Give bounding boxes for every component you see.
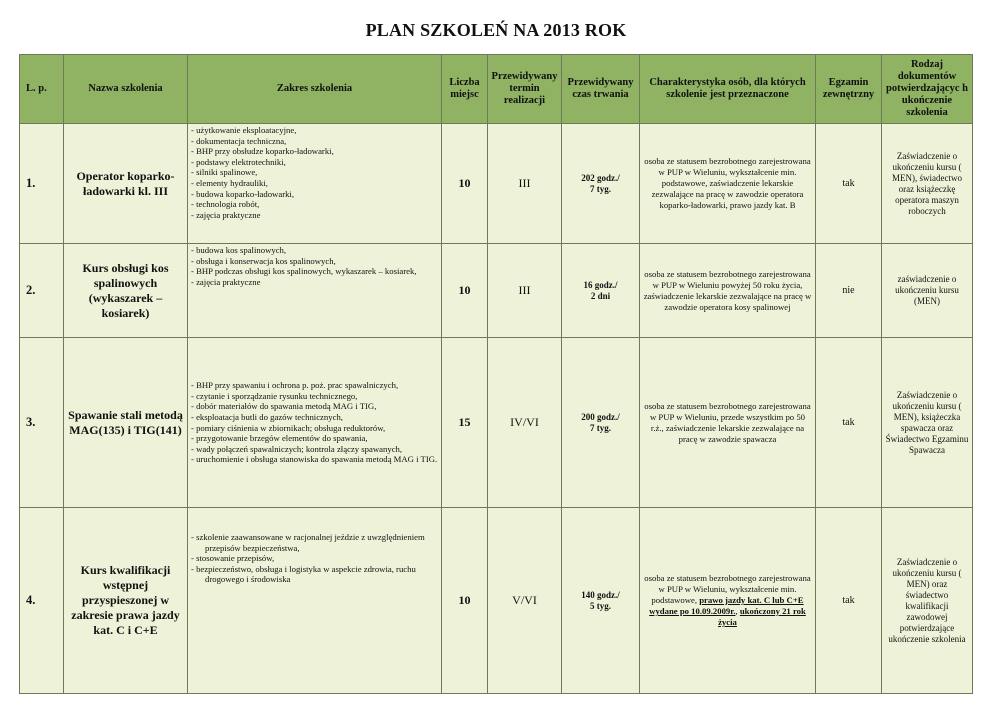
completion-documents: zaświadczenie o ukończeniu kursu (MEN)	[882, 244, 973, 338]
planned-duration	[562, 508, 640, 694]
external-exam: tak	[816, 508, 882, 694]
completion-documents: Zaświadczenie o ukończeniu kursu ( MEN) oraz świadectwo kwalifikacji zawodowej potwierdzające ukończenie szkolenia	[882, 508, 973, 694]
scope-line: - dobór materiałów do spawania metodą MAG i TIG,	[191, 401, 377, 412]
separator: ,	[735, 606, 738, 616]
row-number: 1.	[20, 124, 64, 244]
header-term: Przewidywany termin realizacji	[488, 55, 562, 124]
table-row	[20, 124, 973, 244]
training-name: Kurs obsługi kos spalinowych (wykaszarek – kosiarek)	[64, 244, 188, 338]
planned-term: V/VI	[488, 508, 562, 694]
duration-span: 2 dni	[590, 290, 611, 301]
completion-documents: Zaświadczenie o ukończeniu kursu ( MEN), książeczka spawacza oraz Świadectwo Egzaminu Spawacza	[882, 338, 973, 508]
places-count: 10	[442, 124, 488, 244]
characteristics-text: osoba ze statusem bezrobotnego zarejestrowana w PUP w Wieluniu, wykształcenie min. podstawowe,	[644, 573, 811, 605]
header-places: Liczba miejsc	[442, 55, 488, 124]
scope-line: - technologia robót,	[191, 199, 260, 210]
scope-line: - pomiary ciśnienia w zbiornikach; obsługa reduktorów,	[191, 422, 386, 433]
scope-line: - szkolenie zaawansowane w racjonalnej jeździe z uwzględnieniem przepisów bezpieczeństwa,	[191, 532, 425, 553]
scope-line: - uruchomienie i obsługa stanowiska do spawania metodą MAG i TIG.	[191, 454, 438, 465]
table-row	[20, 244, 973, 338]
row-number: 3.	[20, 338, 64, 508]
scope-line: - budowa koparko-ładowarki,	[191, 188, 295, 199]
scope-line: - podstawy elektrotechniki,	[191, 156, 286, 167]
participant-characteristics	[640, 508, 816, 694]
scope-line: - użytkowanie eksploatacyjne,	[191, 125, 297, 135]
scope-line: - BHP podczas obsługi kos spalinowych, wykaszarek – kosiarek,	[191, 266, 417, 277]
places-count: 15	[442, 338, 488, 508]
scope-line: - obsługa i konserwacja kos spalinowych,	[191, 255, 336, 266]
places-count: 10	[442, 508, 488, 694]
external-exam: tak	[816, 124, 882, 244]
planned-duration	[562, 338, 640, 508]
scope-line: - budowa kos spalinowych,	[191, 245, 287, 255]
table-row	[20, 338, 973, 508]
external-exam: tak	[816, 338, 882, 508]
duration-hours: 140 godz./	[581, 590, 620, 600]
header-lp: L. p.	[20, 55, 64, 124]
duration-span: 7 tyg.	[590, 183, 611, 194]
row-number: 2.	[20, 244, 64, 338]
duration-hours: 16 godz./	[583, 280, 618, 290]
scope-line: - bezpieczeństwo, obsługa i logistyka w aspekcie zdrowia, ruchu drogowego i środowiska	[191, 563, 416, 585]
participant-characteristics: osoba ze statusem bezrobotnego zarejestrowana w PUP w Wieluniu powyżej 50 roku życia, zaświadczenie lekarskie zezwalające na pracę w zawodzie operatora kosy spalinowej	[640, 244, 816, 338]
scope-line: - czytanie i sporządzanie rysunku technicznego,	[191, 390, 358, 401]
scope-line: - silniki spalinowe,	[191, 167, 258, 178]
planned-term: III	[488, 124, 562, 244]
training-scope	[188, 244, 442, 338]
training-scope	[188, 338, 442, 508]
training-scope	[188, 124, 442, 244]
scope-line: - zajęcia praktyczne	[191, 209, 261, 220]
participant-characteristics: osoba ze statusem bezrobotnego zarejestrowana w PUP w Wieluniu, przede wszystkim po 50 r.ż., zaświadczenie lekarskie zezwalające na pracę w zawodzie spawacza	[640, 338, 816, 508]
duration-hours: 202 godz./	[581, 173, 620, 183]
planned-duration	[562, 244, 640, 338]
duration-span: 5 tyg.	[590, 600, 611, 611]
participant-characteristics: osoba ze statusem bezrobotnego zarejestrowana w PUP w Wieluniu, wykształcenie min. podstawowe, zaświadczenie lekarskie zezwalające na pracę w zawodzie operatora koparko-ładowarki, prawo jazdy kat. B	[640, 124, 816, 244]
external-exam: nie	[816, 244, 882, 338]
training-scope	[188, 508, 442, 694]
scope-line: - BHP przy spawaniu i ochrona p. poż. prac spawalniczych,	[191, 380, 399, 391]
header-row	[20, 55, 973, 124]
header-duration: Przewidywany czas trwania	[562, 55, 640, 124]
planned-term: III	[488, 244, 562, 338]
scope-line: - zajęcia praktyczne	[191, 276, 261, 287]
scope-line: - eksploatacja butli do gazów technicznych,	[191, 411, 343, 422]
scope-line: - wady połączeń spawalniczych; kontrola złączy spawanych,	[191, 443, 403, 454]
header-exam: Egzamin zewnętrzny	[816, 55, 882, 124]
planned-term: IV/VI	[488, 338, 562, 508]
licence-requirement: prawo jazdy kat. C lub C+E wydane po 10.09.2009r.	[649, 595, 804, 616]
planned-duration	[562, 124, 640, 244]
training-name: Spawanie stali metodą MAG(135) i TIG(141)	[64, 338, 188, 508]
scope-line: - przygotowanie brzegów elementów do spawania,	[191, 433, 368, 444]
header-scope: Zakres szkolenia	[188, 55, 442, 124]
header-characteristics: Charakterystyka osób, dla których szkolenie jest przeznaczone	[640, 55, 816, 124]
duration-span: 7 tyg.	[590, 422, 611, 433]
scope-line: - BHP przy obsłudze koparko-ładowarki,	[191, 146, 334, 157]
training-name: Kurs kwalifikacji wstępnej przyspieszonej w zakresie prawa jazdy kat. C i C+E	[64, 508, 188, 694]
scope-line: - stosowanie przepisów,	[191, 553, 275, 564]
training-name: Operator koparko-ładowarki kl. III	[64, 124, 188, 244]
duration-hours: 200 godz./	[581, 412, 620, 422]
scope-line: - dokumentacja techniczna,	[191, 135, 287, 146]
header-documents: Rodzaj dokumentów potwierdzającyc h ukończenie szkolenia	[882, 55, 973, 124]
completion-documents: Zaświadczenie o ukończeniu kursu ( MEN), świadectwo oraz książeczkę operatora maszyn roboczych	[882, 124, 973, 244]
scope-line: - elementy hydrauliki,	[191, 177, 268, 188]
table-row	[20, 508, 973, 694]
age-requirement: ukończony 21 rok życia	[718, 606, 806, 627]
places-count: 10	[442, 244, 488, 338]
page-title: PLAN SZKOLEŃ NA 2013 ROK	[365, 20, 627, 40]
header-name: Nazwa szkolenia	[64, 55, 188, 124]
training-plan-table	[19, 54, 973, 694]
row-number: 4.	[20, 508, 64, 694]
